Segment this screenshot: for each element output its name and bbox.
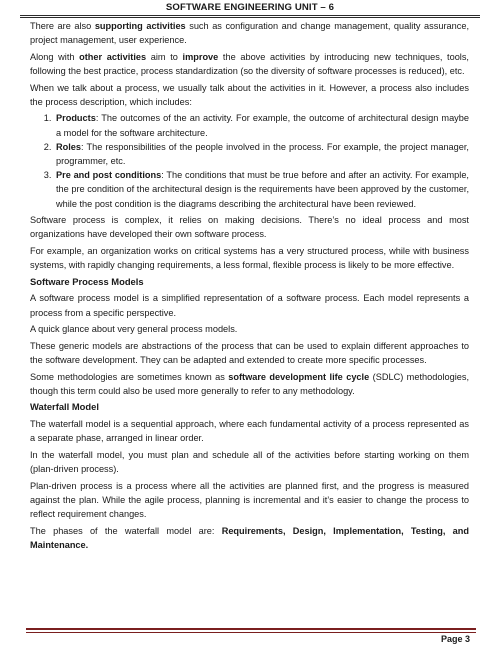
paragraph-supporting-activities: There are also supporting activities such as configuration and change management, quality assurance, project management, user experience. (30, 21, 469, 46)
bold-term: other activities (79, 51, 147, 62)
paragraph-quick-glance: A quick glance about very general process models. (30, 324, 238, 335)
paragraph-waterfall-definition: The waterfall model is a sequential approach, where each fundamental activity of a process represented as a separate phase, arranged in linear order. (30, 418, 469, 444)
paragraph-example: For example, an organization works on critical systems has a very structured process, while with business systems, with rapidly changing requirements, a less formal, flexible process is likely to be more effective. (30, 246, 469, 271)
page-header: SOFTWARE ENGINEERING UNIT – 6 (165, 2, 335, 13)
section-heading-process-models: Software Process Models (30, 275, 144, 287)
page-number: Page 3 (440, 634, 470, 644)
paragraph-process-complex: Software process is complex, it relies on making decisions. There’s no ideal process and most organizations have developed their own software process. (30, 215, 469, 240)
document-body (30, 19, 469, 554)
bold-term: software development life cycle (228, 371, 370, 382)
paragraph-other-activities: Along with other activities aim to improve the above activities by introducing new techniques, tools, following the best practice, process standardization (so the diversity of software processes is reduced), etc. (30, 51, 469, 76)
paragraph-model-definition: A software process model is a simplified representation of a software process. Each model represents a process from a specific perspective. (30, 293, 469, 318)
process-description-list (30, 111, 469, 210)
footer-rule-thin (26, 632, 476, 633)
paragraph-waterfall-phases: The phases of the waterfall model are: Requirements, Design, Implementation, Testing, and Maintenance. (30, 525, 469, 550)
bold-term: improve (182, 51, 219, 62)
header-rule-thin (20, 17, 480, 18)
paragraph-plan-schedule: In the waterfall model, you must plan and schedule all of the activities before starting working on them (plan-driven process). (30, 449, 469, 474)
list-item: 1. Products: The outcomes of the an activity. For example, the outcome of architectural design maybe a model for the software architecture. (54, 111, 469, 139)
footer-rule (26, 628, 476, 630)
paragraph-process-description: When we talk about a process, we usually talk about the activities in it. However, a process also includes the process description, which includes: (30, 82, 469, 107)
bold-term: supporting activities (94, 21, 186, 31)
paragraph-generic-models: These generic models are abstractions of the process that can be used to explain different approaches to the software development. They can be adapted and extended to create more specific processes. (30, 340, 469, 365)
paragraph-plan-driven: Plan-driven process is a process where all the activities are planned first, and the progress is measured against the plan. While the agile process, planning is incremental and it’s easier to change the process to reflect requirement changes. (30, 480, 469, 519)
paragraph-sdlc: Some methodologies are sometimes known as software development life cycle (SDLC) methodologies, though this term could also be used more generally to refer to any methodology. (30, 371, 469, 396)
list-item: 2. Roles: The responsibilities of the people involved in the process. For example, the project manager, programmer, etc. (54, 140, 469, 168)
list-item: 3. Pre and post conditions: The conditions that must be true before and after an activity. For example, the pre condition of the architectural design is the requirements have been approved by the customer, while the post condition is the diagrams describing the architectural have been reviewed. (54, 168, 469, 211)
section-heading-waterfall: Waterfall Model (30, 401, 99, 413)
bold-term: Requirements, Design, Implementation, Testing, and Maintenance. (30, 525, 469, 550)
